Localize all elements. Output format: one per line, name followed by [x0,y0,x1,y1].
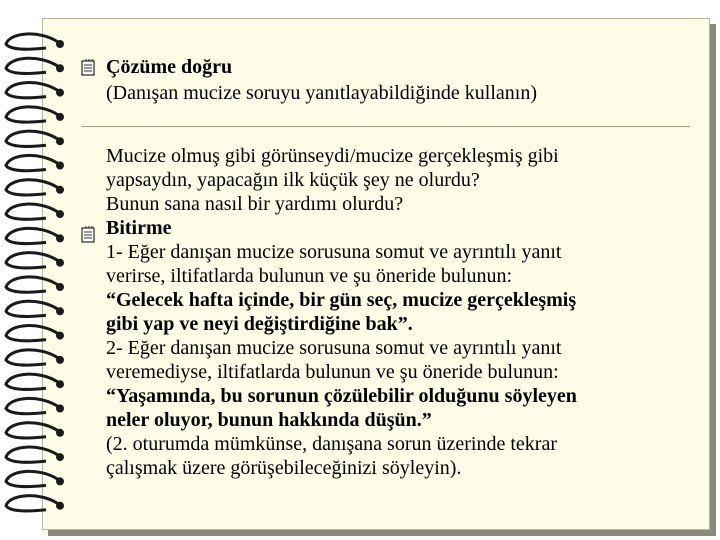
spiral-ring-icon [6,83,58,98]
ring-hole [56,210,64,218]
notepad-bullet-icon [80,59,98,77]
ring-hole [56,113,64,121]
ring-hole [56,162,64,170]
spiral-ring-icon [6,326,58,341]
spiral-ring-icon [6,447,58,462]
spiral-ring-icon [6,496,58,511]
spiral-ring-icon [6,180,58,195]
spiral-ring-icon [6,34,58,49]
ring-hole [56,186,64,194]
text-line: yapsaydın, yapacağın ilk küçük şey ne olurdu? [106,169,480,191]
text-line: Mucize olmuş gibi görünseydi/mucize gerçekleşmiş gibi [106,145,559,167]
quote-line: neler oluyor, bunun hakkında düşün.” [106,409,432,431]
ring-hole [56,64,64,72]
bullet-row-solution [80,54,700,80]
ring-hole [56,332,64,340]
spiral-ring-icon [6,228,58,243]
text-line: (2. oturumda mümkünse, danışana sorun üzerinde tekrar [106,433,557,455]
quote-line: “Gelecek hafta içinde, bir gün seç, mucize gerçekleşmiş [106,289,577,311]
spiral-ring-icon [6,253,58,268]
text-line: verirse, iltifatlarda bulunun ve şu öneride bulunun: [106,265,513,287]
ring-hole [56,502,64,510]
ring-hole [56,137,64,145]
ring-hole [56,89,64,97]
notepad-bullet-icon [80,226,98,244]
ring-hole [56,429,64,437]
ring-hole [56,477,64,485]
text-line: 2- Eğer danışan mucize sorusuna somut ve ayrıntılı yanıt [106,337,562,359]
spiral-ring-icon [6,277,58,292]
spiral-ring-icon [6,423,58,438]
ring-hole [56,40,64,48]
text-line: 1- Eğer danışan mucize sorusuna somut ve ayrıntılı yanıt [106,241,562,263]
body-text [106,144,706,480]
ring-hole [56,234,64,242]
section-solution [80,54,700,106]
divider [82,126,690,127]
spiral-ring-icon [6,301,58,316]
ring-hole [56,453,64,461]
ring-hole [56,356,64,364]
spiral-ring-icon [6,107,58,122]
spiral-binding-icon [0,0,80,540]
spiral-ring-icon [6,471,58,486]
text-line: çalışmak üzere görüşebileceğinizi söyleyin). [106,457,462,479]
spiral-ring-icon [6,204,58,219]
ring-hole [56,259,64,267]
ring-hole [56,405,64,413]
ring-hole [56,283,64,291]
spiral-ring-icon [6,58,58,73]
ring-hole [56,380,64,388]
spiral-ring-icon [6,350,58,365]
text-line: Bunun sana nasıl bir yardımı olurdu? [106,193,404,215]
ring-hole [56,307,64,315]
spiral-ring-icon [6,155,58,170]
quote-line: gibi yap ve neyi değiştirdiğine bak”. [106,313,413,335]
spiral-ring-icon [6,131,58,146]
quote-line: “Yaşamında, bu sorunun çözülebilir olduğunu söyleyen [106,385,577,407]
spiral-ring-icon [6,398,58,413]
section-subtitle: (Danışan mucize soruyu yanıtlayabildiğinde kullanın) [106,82,537,104]
spiral-ring-icon [6,374,58,389]
text-line: veremediyse, iltifatlarda bulunun ve şu öneride bulunun: [106,361,559,383]
section-title-closing: Bitirme [106,217,172,239]
section-title: Çözüme doğru [106,56,233,78]
